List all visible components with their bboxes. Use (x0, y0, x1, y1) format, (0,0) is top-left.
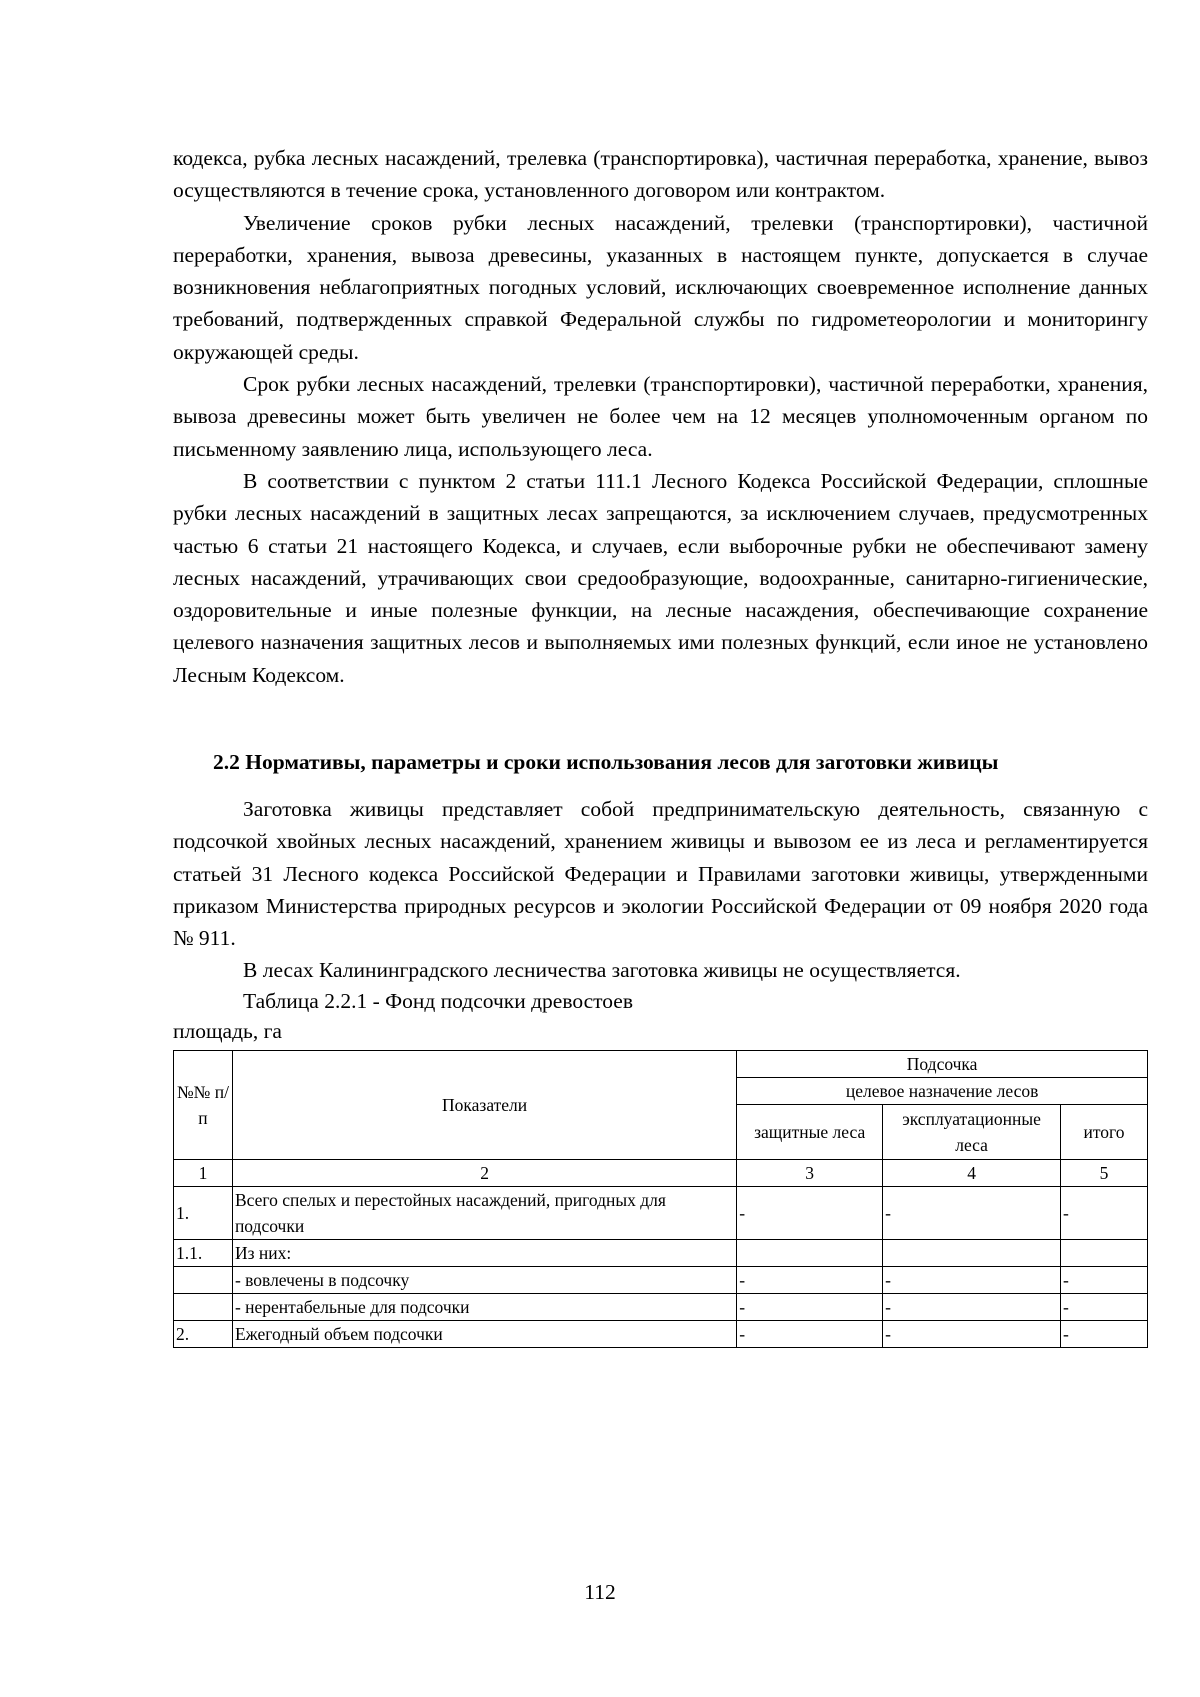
row-value: - (737, 1267, 883, 1294)
paragraph: В лесах Калининградского лесничества заготовка живицы не осуществляется. (243, 958, 961, 983)
section-body (173, 793, 1148, 987)
header-indicators: Показатели (232, 1051, 736, 1160)
col-number: 5 (1061, 1160, 1148, 1187)
body-text (173, 142, 1148, 691)
row-value: - (1061, 1267, 1148, 1294)
row-value: - (737, 1187, 883, 1240)
row-value: - (883, 1294, 1061, 1321)
row-num: 1.1. (174, 1240, 233, 1267)
header-num: №№ п/п (174, 1051, 233, 1160)
col-number: 2 (232, 1160, 736, 1187)
col-number: 3 (737, 1160, 883, 1187)
table-unit: площадь, га (173, 1019, 282, 1043)
row-num (174, 1267, 233, 1294)
row-value: - (1061, 1187, 1148, 1240)
row-value: - (883, 1267, 1061, 1294)
tapping-fund-table (173, 1050, 1148, 1348)
row-name: Ежегодный объем подсочки (232, 1321, 736, 1348)
table-row (174, 1267, 1148, 1294)
col-number: 1 (174, 1160, 233, 1187)
row-value: - (1061, 1294, 1148, 1321)
row-value (883, 1240, 1061, 1267)
row-value: - (737, 1294, 883, 1321)
paragraph: кодекса, рубка лесных насаждений, трелевка (транспортировка), частичная переработка, хранение, вывоз осуществляются в течение срока, установленного договором или контрактом. (173, 146, 1148, 203)
row-value: - (883, 1321, 1061, 1348)
paragraph: Увеличение сроков рубки лесных насаждений, трелевки (транспортировки), частичной переработки, хранения, вывоза древесины, указанных в настоящем пункте, допускается в случае возникновения неблагоприятных погодных условий, исключающих своевременное исполнение данных требований, подтвержденных справкой Федеральной службы по гидрометеорологии и мониторингу окружающей среды. (173, 210, 1148, 364)
paragraph: Срок рубки лесных насаждений, трелевки (транспортировки), частичной переработки, хранения, вывоза древесины может быть увеличен не более чем на 12 месяцев уполномоченным органом по письменному заявлению лица, использующего леса. (173, 372, 1148, 461)
table-title: Таблица 2.2.1 - Фонд подсочки древостоев (243, 989, 634, 1013)
table-row (174, 1240, 1148, 1267)
row-name: Всего спелых и перестойных насаждений, пригодных для подсочки (232, 1187, 736, 1240)
row-value: - (1061, 1321, 1148, 1348)
row-num: 2. (174, 1321, 233, 1348)
row-num: 1. (174, 1187, 233, 1240)
section-heading: 2.2 Нормативы, параметры и сроки использования лесов для заготовки живицы (213, 750, 999, 774)
row-name: - вовлечены в подсочку (232, 1267, 736, 1294)
table-row (174, 1187, 1148, 1240)
paragraph: Заготовка живицы представляет собой предпринимательскую деятельность, связанную с подсочкой хвойных лесных насаждений, хранением живицы и вывозом ее из леса и регламентируется статьей 31 Лесного кодекса Российской Федерации и Правилами заготовки живицы, утвержденными приказом Министерства природных ресурсов и экологии Российской Федерации от 09 ноября 2020 года № 911. (173, 797, 1148, 951)
row-value (1061, 1240, 1148, 1267)
col-number: 4 (883, 1160, 1061, 1187)
row-num (174, 1294, 233, 1321)
row-name: - нерентабельные для подсочки (232, 1294, 736, 1321)
page-number: 112 (584, 1580, 616, 1604)
row-value: - (737, 1321, 883, 1348)
header-group: Подсочка (737, 1051, 1148, 1078)
header-subgroup: целевое назначение лесов (737, 1078, 1148, 1105)
paragraph: В соответствии с пунктом 2 статьи 111.1 Лесного Кодекса Российской Федерации, сплошные рубки лесных насаждений в защитных лесах запрещаются, за исключением случаев, предусмотренных частью 6 статьи 21 настоящего Кодекса, и случаев, если выборочные рубки не обеспечивают замену лесных насаждений, утрачивающих свои средообразующие, водоохранные, санитарно-гигиенические, оздоровительные и иные полезные функции, на лесные насаждения, обеспечивающие сохранение целевого назначения защитных лесов и выполняемых ими полезных функций, если иное не установлено Лесным Кодексом. (173, 468, 1148, 687)
header-total: итого (1061, 1105, 1148, 1160)
row-name: Из них: (232, 1240, 736, 1267)
row-value (737, 1240, 883, 1267)
row-value: - (883, 1187, 1061, 1240)
header-protective: защитные леса (737, 1105, 883, 1160)
header-exploitation: эксплуатационные леса (883, 1105, 1061, 1160)
table-row (174, 1294, 1148, 1321)
table-row (174, 1321, 1148, 1348)
